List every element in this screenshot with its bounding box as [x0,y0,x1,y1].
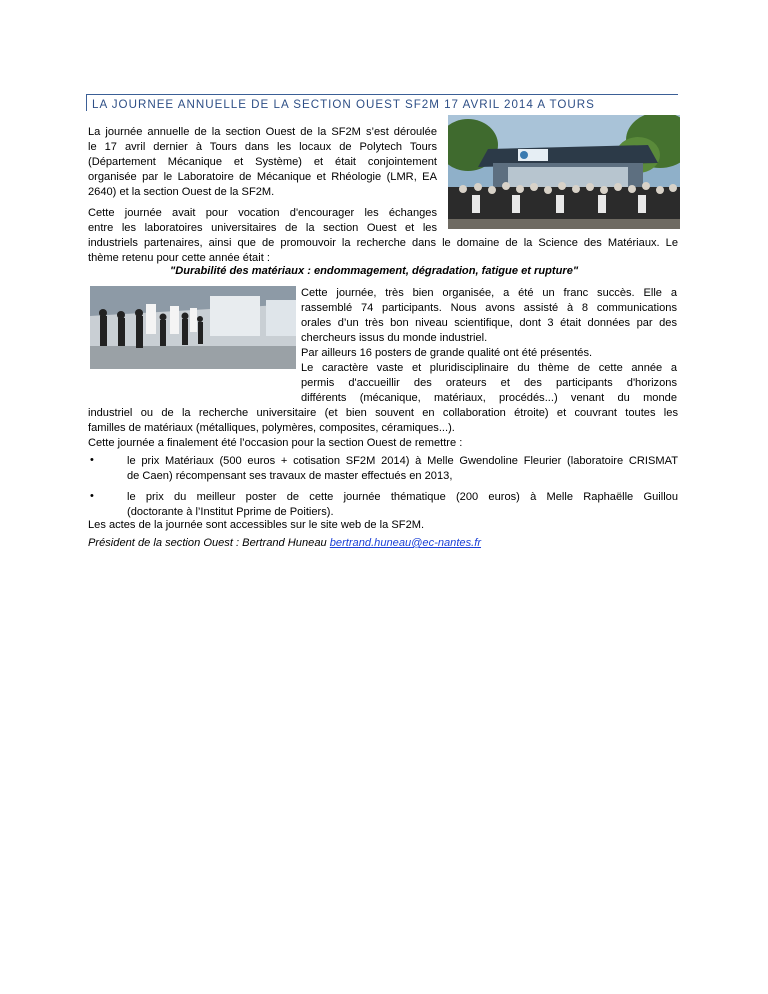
success-line: industriel ou de la recherche universitaire (et bien souvent en collaboration étroite) et couvrant toutes les [88,407,678,419]
intro-line: organisée par le Laboratoire de Mécanique et Rhéologie (LMR, EA [88,171,437,183]
success-line: Le caractère vaste et pluridisciplinaire du thème de cette année a [301,362,677,374]
vocation-line: Cette journée avait pour vocation d'encourager les échanges [88,207,437,219]
vocation-line: thème retenu pour cette année était : [88,252,270,264]
prize-line: de Caen) récompensant ses travaux de master effectués en 2013, [127,470,453,482]
success-line: permis d'accueillir des orateurs et des participants d'horizons [301,377,677,389]
poster-session-photo [90,286,296,369]
article-heading: LA JOURNEE ANNUELLE DE LA SECTION OUEST SF2M 17 AVRIL 2014 A TOURS [86,94,678,111]
success-line: Cette journée a finalement été l’occasion pour la section Ouest de remettre : [88,437,463,449]
success-line: familles de matériaux (métalliques, polymères, composites, céramiques...). [88,422,455,434]
group-photo [448,115,680,229]
bullet-glyph: • [90,454,94,466]
intro-line: 2640) et la section Ouest de la SF2M. [88,186,275,198]
signature-label: Président de la section Ouest : Bertrand Huneau [88,537,330,549]
success-line: chercheurs issus du monde industriel. [301,332,488,344]
success-line: Cette journée, très bien organisée, a été un franc succès. Elle a [301,287,677,299]
success-line: différents (mécanique, matériaux, procédés...) venant du monde [301,392,677,404]
success-line: orales d’un très bon niveau scientifique, dont 3 était données par des [301,317,677,329]
intro-line: La journée annuelle de la section Ouest de la SF2M s’est déroulée [88,126,437,138]
success-line: Par ailleurs 16 posters de grande qualité ont été présentés. [301,347,593,359]
vocation-line: industriels partenaires, ainsi que de promouvoir la recherche dans le domaine de la Science des Matériaux. Le [88,237,678,249]
theme-quote: "Durabilité des matériaux : endommagement, dégradation, fatigue et rupture" [170,265,579,277]
signature [88,537,481,549]
email-link[interactable]: bertrand.huneau@ec-nantes.fr [329,537,482,549]
actes-line: Les actes de la journée sont accessibles sur le site web de la SF2M. [88,519,425,531]
prize-line: le prix Matériaux (500 euros + cotisation SF2M 2014) à Melle Gwendoline Fleurier (laboratoire CRISMAT [127,455,678,467]
prize-line: (doctorante à l’Institut Pprime de Poitiers). [127,506,334,518]
prize-line: le prix du meilleur poster de cette journée thématique (200 euros) à Melle Raphaëlle Guillou [127,491,678,503]
bullet-glyph: • [90,490,94,502]
success-line: rassemblé 74 participants. Nous avons assisté à 8 communications [301,302,677,314]
intro-line: (Département Mécanique et Système) et était conjointement [88,156,437,168]
intro-line: le 17 avril dernier à Tours dans les locaux de Polytech Tours [88,141,437,153]
vocation-line: entre les laboratoires universitaires de la section Ouest et les [88,222,437,234]
